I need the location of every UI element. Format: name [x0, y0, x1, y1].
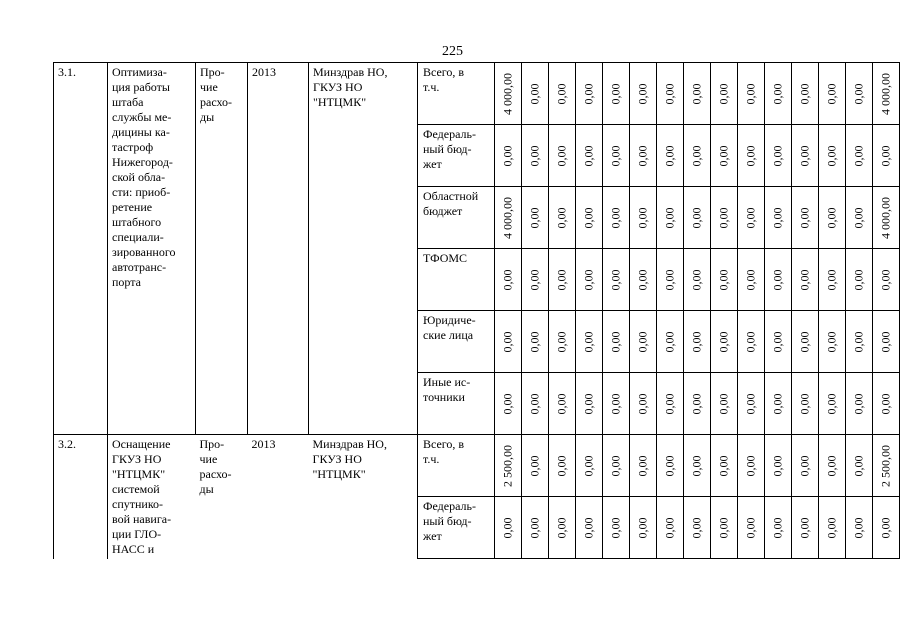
- value-text: 0,00: [689, 331, 704, 352]
- funding-source-label: Иные ис- точники: [423, 375, 471, 404]
- value-text: 0,00: [851, 83, 866, 104]
- value-cell: [576, 435, 603, 497]
- value-text: 0,00: [743, 83, 758, 104]
- value-cell: [522, 373, 549, 435]
- value-text: 0,00: [635, 455, 650, 476]
- value-text: 0,00: [527, 207, 542, 228]
- value-cell: [630, 187, 657, 249]
- value-text: 0,00: [824, 145, 839, 166]
- value-cell: [846, 373, 873, 435]
- value-text: 0,00: [716, 145, 731, 166]
- value-cell: [495, 435, 522, 497]
- value-text: 0,00: [770, 145, 785, 166]
- value-text: 0,00: [878, 517, 893, 538]
- value-text: 0,00: [527, 269, 542, 290]
- value-text: 0,00: [716, 455, 731, 476]
- value-cell: [873, 311, 900, 373]
- value-cell: [819, 125, 846, 187]
- value-cell: [576, 63, 603, 125]
- value-cell: [630, 125, 657, 187]
- value-cell: [630, 249, 657, 311]
- value-cell: [873, 249, 900, 311]
- value-text: 0,00: [581, 269, 596, 290]
- value-cell: [495, 249, 522, 311]
- executor-cell-text: Минздрав НО, ГКУЗ НО "НТЦМК": [313, 65, 388, 109]
- value-cell: [873, 373, 900, 435]
- value-cell: [738, 497, 765, 559]
- value-cell: [765, 435, 792, 497]
- value-cell: [630, 311, 657, 373]
- value-cell: [657, 373, 684, 435]
- expense-type: [196, 435, 248, 559]
- value-cell: [765, 187, 792, 249]
- value-cell: [792, 373, 819, 435]
- value-cell: [549, 497, 576, 559]
- value-cell: [846, 311, 873, 373]
- value-cell: [792, 249, 819, 311]
- funding-source: [418, 63, 495, 125]
- measure-name: [108, 63, 196, 435]
- value-cell: [549, 187, 576, 249]
- value-text: 0,00: [716, 517, 731, 538]
- value-text: 0,00: [743, 145, 758, 166]
- value-cell: [765, 497, 792, 559]
- value-cell: [495, 497, 522, 559]
- value-cell: [684, 187, 711, 249]
- value-text: 2 500,00: [878, 444, 893, 487]
- value-text: 0,00: [824, 517, 839, 538]
- value-text: 0,00: [851, 393, 866, 414]
- value-text: 4 000,00: [500, 196, 515, 239]
- value-cell: [846, 497, 873, 559]
- value-text: 0,00: [770, 331, 785, 352]
- value-cell: [711, 373, 738, 435]
- value-text: 0,00: [527, 331, 542, 352]
- value-text: 0,00: [689, 269, 704, 290]
- year-cell-text: 2013: [252, 65, 276, 79]
- value-text: 0,00: [689, 207, 704, 228]
- year-cell: [248, 63, 309, 435]
- funding-source-label: ТФОМС: [423, 251, 468, 265]
- value-text: 0,00: [878, 393, 893, 414]
- value-text: 0,00: [662, 145, 677, 166]
- value-cell: [738, 435, 765, 497]
- funding-source: [418, 125, 495, 187]
- value-cell: [576, 311, 603, 373]
- value-cell: [657, 249, 684, 311]
- value-text: 0,00: [608, 207, 623, 228]
- value-cell: [738, 373, 765, 435]
- value-cell: [495, 311, 522, 373]
- value-text: 0,00: [608, 517, 623, 538]
- value-cell: [549, 63, 576, 125]
- funding-source-label: Юридиче- ские лица: [423, 313, 476, 342]
- value-cell: [873, 435, 900, 497]
- year-cell: [248, 435, 309, 559]
- value-cell: [603, 187, 630, 249]
- value-text: 0,00: [581, 455, 596, 476]
- value-text: 0,00: [527, 83, 542, 104]
- expense-type-text: Про- чие расхо- ды: [200, 65, 233, 124]
- value-cell: [684, 373, 711, 435]
- value-text: 0,00: [527, 517, 542, 538]
- funding-source-label: Областной бюджет: [423, 189, 479, 218]
- value-text: 0,00: [689, 517, 704, 538]
- value-cell: [576, 125, 603, 187]
- value-text: 0,00: [635, 331, 650, 352]
- value-text: 0,00: [662, 83, 677, 104]
- value-text: 0,00: [716, 393, 731, 414]
- item-number: [54, 63, 108, 435]
- value-cell: [603, 63, 630, 125]
- value-cell: [495, 125, 522, 187]
- value-text: 0,00: [797, 207, 812, 228]
- value-text: 4 000,00: [500, 72, 515, 115]
- value-text: 0,00: [608, 331, 623, 352]
- value-cell: [522, 311, 549, 373]
- value-cell: [495, 187, 522, 249]
- value-text: 0,00: [635, 393, 650, 414]
- value-text: 0,00: [878, 145, 893, 166]
- value-text: 0,00: [662, 331, 677, 352]
- year-cell-text: 2013: [251, 437, 276, 451]
- value-text: 2 500,00: [500, 444, 515, 487]
- value-cell: [711, 249, 738, 311]
- value-cell: [765, 249, 792, 311]
- funding-source: [418, 497, 495, 559]
- value-cell: [846, 435, 873, 497]
- value-text: 0,00: [500, 145, 515, 166]
- value-text: 0,00: [635, 269, 650, 290]
- value-cell: [684, 435, 711, 497]
- value-cell: [603, 435, 630, 497]
- value-cell: [576, 497, 603, 559]
- value-cell: [522, 63, 549, 125]
- value-cell: [576, 249, 603, 311]
- value-cell: [549, 249, 576, 311]
- value-cell: [738, 125, 765, 187]
- value-text: 0,00: [554, 517, 569, 538]
- value-cell: [711, 63, 738, 125]
- value-text: 0,00: [554, 207, 569, 228]
- value-text: 0,00: [716, 269, 731, 290]
- value-text: 0,00: [770, 83, 785, 104]
- page-number: 225: [442, 44, 463, 59]
- value-cell: [819, 497, 846, 559]
- value-cell: [873, 187, 900, 249]
- table-body: [54, 63, 900, 559]
- value-cell: [522, 249, 549, 311]
- value-cell: [684, 125, 711, 187]
- value-cell: [522, 125, 549, 187]
- value-cell: [657, 497, 684, 559]
- value-text: 0,00: [743, 393, 758, 414]
- value-cell: [765, 373, 792, 435]
- value-cell: [765, 125, 792, 187]
- value-text: 0,00: [554, 145, 569, 166]
- value-cell: [549, 311, 576, 373]
- value-cell: [603, 373, 630, 435]
- value-text: 0,00: [851, 207, 866, 228]
- value-cell: [549, 435, 576, 497]
- value-cell: [603, 497, 630, 559]
- funding-source: [418, 373, 495, 435]
- value-cell: [738, 311, 765, 373]
- value-text: 4 000,00: [878, 72, 893, 115]
- value-text: 0,00: [500, 517, 515, 538]
- value-cell: [684, 497, 711, 559]
- value-text: 0,00: [851, 517, 866, 538]
- value-text: 0,00: [824, 207, 839, 228]
- funding-source: [418, 435, 495, 497]
- value-text: 0,00: [770, 393, 785, 414]
- value-text: 0,00: [797, 331, 812, 352]
- value-text: 0,00: [527, 393, 542, 414]
- measure-name: [108, 435, 196, 559]
- value-cell: [819, 187, 846, 249]
- value-cell: [873, 125, 900, 187]
- value-text: 0,00: [581, 517, 596, 538]
- value-cell: [819, 311, 846, 373]
- item-number-text: 3.1.: [58, 65, 76, 79]
- value-cell: [738, 63, 765, 125]
- value-text: 0,00: [824, 455, 839, 476]
- value-cell: [792, 187, 819, 249]
- value-text: 0,00: [635, 207, 650, 228]
- value-cell: [711, 497, 738, 559]
- value-cell: [657, 187, 684, 249]
- value-text: 0,00: [851, 269, 866, 290]
- value-cell: [792, 125, 819, 187]
- value-cell: [819, 63, 846, 125]
- value-cell: [657, 125, 684, 187]
- value-cell: [630, 373, 657, 435]
- value-text: 0,00: [581, 83, 596, 104]
- value-text: 0,00: [500, 269, 515, 290]
- value-text: 0,00: [797, 269, 812, 290]
- value-cell: [576, 187, 603, 249]
- value-text: 4 000,00: [878, 196, 893, 239]
- value-text: 0,00: [554, 331, 569, 352]
- value-text: 0,00: [797, 83, 812, 104]
- value-text: 0,00: [608, 83, 623, 104]
- value-text: 0,00: [878, 269, 893, 290]
- value-text: 0,00: [581, 331, 596, 352]
- value-cell: [873, 497, 900, 559]
- value-cell: [846, 187, 873, 249]
- item-number-text: 3.2.: [58, 437, 76, 451]
- value-text: 0,00: [662, 269, 677, 290]
- value-cell: [765, 311, 792, 373]
- value-text: 0,00: [716, 83, 731, 104]
- funding-source-label: Федераль- ный бюд- жет: [423, 127, 476, 171]
- value-cell: [522, 497, 549, 559]
- expense-type: [196, 63, 248, 435]
- executor-cell: [309, 63, 418, 435]
- value-text: 0,00: [635, 83, 650, 104]
- value-text: 0,00: [743, 331, 758, 352]
- value-cell: [846, 125, 873, 187]
- value-cell: [684, 63, 711, 125]
- value-text: 0,00: [500, 331, 515, 352]
- value-text: 0,00: [824, 83, 839, 104]
- table-row: [54, 435, 900, 497]
- value-cell: [819, 435, 846, 497]
- funding-source-label: Федераль- ный бюд- жет: [423, 499, 476, 543]
- value-cell: [522, 435, 549, 497]
- item-number: [54, 435, 108, 559]
- value-text: 0,00: [635, 145, 650, 166]
- value-cell: [846, 249, 873, 311]
- value-cell: [603, 125, 630, 187]
- value-text: 0,00: [797, 145, 812, 166]
- value-text: 0,00: [824, 331, 839, 352]
- value-text: 0,00: [689, 455, 704, 476]
- funding-source-label: Всего, в т.ч.: [423, 437, 465, 466]
- value-text: 0,00: [662, 207, 677, 228]
- value-cell: [603, 249, 630, 311]
- value-cell: [684, 311, 711, 373]
- value-text: 0,00: [635, 517, 650, 538]
- value-cell: [630, 63, 657, 125]
- value-text: 0,00: [743, 207, 758, 228]
- value-text: 0,00: [770, 269, 785, 290]
- value-text: 0,00: [851, 331, 866, 352]
- measure-name-text: Оснащение ГКУЗ НО "НТЦМК" системой спутнико- вой навига- ции ГЛО- НАСС и: [112, 437, 172, 556]
- value-cell: [792, 497, 819, 559]
- value-text: 0,00: [689, 393, 704, 414]
- value-text: 0,00: [797, 393, 812, 414]
- value-text: 0,00: [554, 393, 569, 414]
- value-cell: [576, 373, 603, 435]
- value-cell: [657, 311, 684, 373]
- value-cell: [630, 435, 657, 497]
- value-text: 0,00: [662, 517, 677, 538]
- value-cell: [819, 249, 846, 311]
- value-text: 0,00: [581, 393, 596, 414]
- value-text: 0,00: [770, 455, 785, 476]
- funding-source: [418, 187, 495, 249]
- value-text: 0,00: [824, 393, 839, 414]
- value-cell: [549, 373, 576, 435]
- value-cell: [684, 249, 711, 311]
- value-text: 0,00: [527, 455, 542, 476]
- value-cell: [765, 63, 792, 125]
- value-cell: [738, 187, 765, 249]
- value-cell: [792, 311, 819, 373]
- value-text: 0,00: [878, 331, 893, 352]
- value-cell: [630, 497, 657, 559]
- funding-source: [418, 249, 495, 311]
- value-text: 0,00: [770, 517, 785, 538]
- value-text: 0,00: [851, 145, 866, 166]
- expense-type-text: Про- чие расхо- ды: [199, 437, 232, 496]
- value-text: 0,00: [662, 455, 677, 476]
- executor-cell: [309, 435, 418, 559]
- value-text: 0,00: [662, 393, 677, 414]
- value-text: 0,00: [851, 455, 866, 476]
- value-text: 0,00: [581, 145, 596, 166]
- value-text: 0,00: [608, 269, 623, 290]
- value-text: 0,00: [608, 145, 623, 166]
- value-text: 0,00: [743, 517, 758, 538]
- value-text: 0,00: [743, 269, 758, 290]
- value-cell: [711, 125, 738, 187]
- value-text: 0,00: [797, 455, 812, 476]
- value-text: 0,00: [554, 83, 569, 104]
- table-row: [54, 63, 900, 125]
- value-cell: [549, 125, 576, 187]
- value-cell: [603, 311, 630, 373]
- value-text: 0,00: [743, 455, 758, 476]
- value-cell: [873, 63, 900, 125]
- value-cell: [792, 63, 819, 125]
- funding-source: [418, 311, 495, 373]
- value-text: 0,00: [527, 145, 542, 166]
- value-text: 0,00: [716, 207, 731, 228]
- value-text: 0,00: [689, 145, 704, 166]
- value-text: 0,00: [608, 455, 623, 476]
- value-cell: [711, 187, 738, 249]
- value-text: 0,00: [554, 269, 569, 290]
- value-text: 0,00: [554, 455, 569, 476]
- value-text: 0,00: [581, 207, 596, 228]
- value-text: 0,00: [770, 207, 785, 228]
- value-cell: [495, 63, 522, 125]
- executor-cell-text: Минздрав НО, ГКУЗ НО "НТЦМК": [312, 437, 387, 481]
- value-cell: [846, 63, 873, 125]
- value-text: 0,00: [500, 393, 515, 414]
- value-cell: [711, 435, 738, 497]
- value-cell: [495, 373, 522, 435]
- funding-source-label: Всего, в т.ч.: [423, 65, 465, 94]
- value-text: 0,00: [689, 83, 704, 104]
- value-cell: [657, 63, 684, 125]
- value-cell: [522, 187, 549, 249]
- value-cell: [711, 311, 738, 373]
- measure-name-text: Оптимиза- ция работы штаба службы ме- дицины ка- тастроф Нижегород- ской обла- сти: приоб- ретение штабного специали- зированного автотранс- порта: [112, 65, 176, 289]
- value-cell: [657, 435, 684, 497]
- value-cell: [738, 249, 765, 311]
- value-text: 0,00: [716, 331, 731, 352]
- value-cell: [792, 435, 819, 497]
- value-cell: [819, 373, 846, 435]
- value-text: 0,00: [797, 517, 812, 538]
- value-text: 0,00: [608, 393, 623, 414]
- value-text: 0,00: [824, 269, 839, 290]
- budget-table: [53, 62, 900, 559]
